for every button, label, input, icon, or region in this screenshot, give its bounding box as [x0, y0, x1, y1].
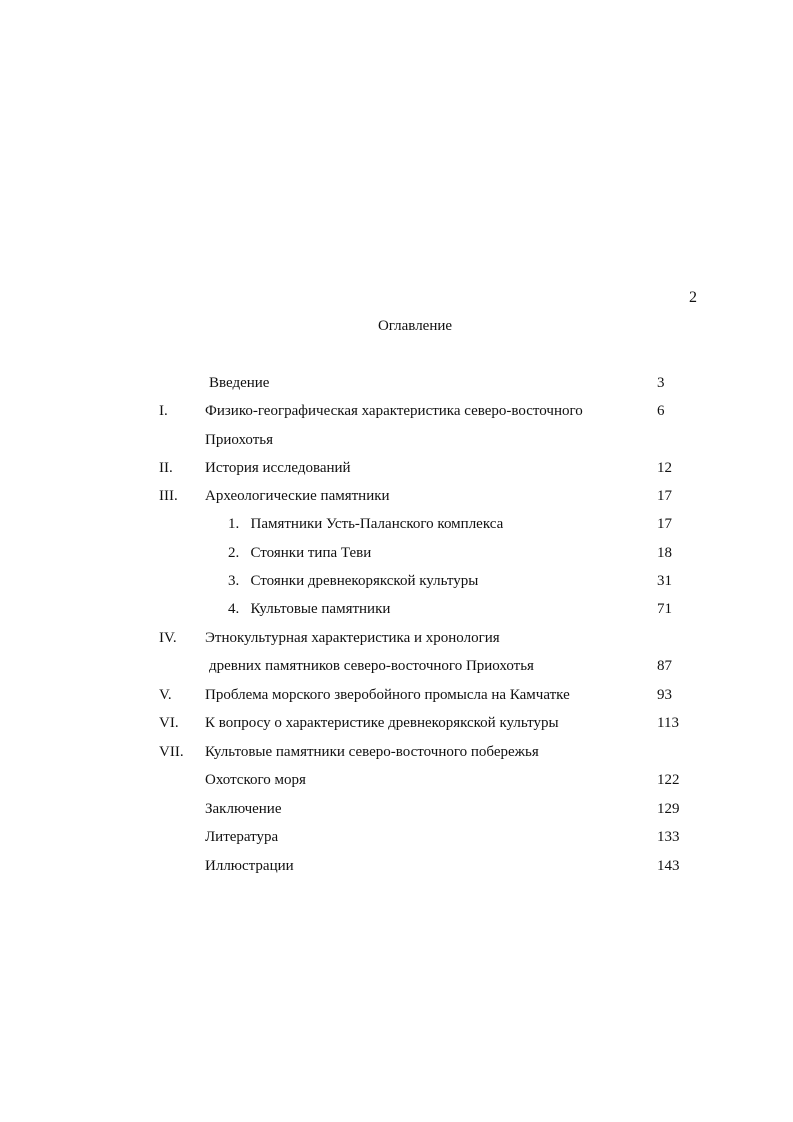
toc-entry-page: 17 [657, 516, 672, 532]
toc-entry-text: Этнокультурная характеристика и хронология [205, 630, 500, 646]
toc-entry-page: 6 [657, 403, 665, 419]
toc-entry [0, 658, 793, 680]
toc-entry [0, 573, 793, 595]
toc-entry-page: 71 [657, 601, 672, 617]
toc-entry-text: Литература [205, 829, 279, 845]
toc-entry-text: 4. Культовые памятники [228, 601, 391, 617]
toc-entry [0, 403, 793, 425]
toc-entry-page: 3 [657, 375, 665, 391]
toc-entry [0, 858, 793, 880]
toc-entry-text: Проблема морского зверобойного промысла на Камчатке [205, 687, 570, 703]
toc-entry [0, 630, 793, 652]
toc-entry-text: Охотского моря [205, 772, 306, 788]
toc-entry [0, 829, 793, 851]
toc-entry-number: IV. [159, 630, 177, 646]
toc-entry-text: Культовые памятники северо-восточного побережья [205, 744, 539, 760]
toc-entry-text: Введение [209, 375, 270, 391]
toc-entry-text: 1. Памятники Усть-Паланского комплекса [228, 516, 504, 532]
toc-entry-number: VI. [159, 715, 179, 731]
toc-entry-page: 133 [657, 829, 680, 845]
toc-entry-text: древних памятников северо-восточного Приохотья [209, 658, 534, 674]
toc-entry-text: 2. Стоянки типа Теви [228, 545, 372, 561]
toc-entry [0, 516, 793, 538]
toc-entry-page: 87 [657, 658, 672, 674]
toc-entry-page: 12 [657, 460, 672, 476]
toc-entry-page: 31 [657, 573, 672, 589]
toc-entry-text: Археологические памятники [205, 488, 390, 504]
toc-entry-page: 113 [657, 715, 679, 731]
toc-entry-page: 129 [657, 801, 680, 817]
toc-entry-text: Физико-географическая характеристика северо-восточного [205, 403, 583, 419]
page-title: Оглавление [377, 318, 453, 334]
toc-entry-text: Иллюстрации [205, 858, 294, 874]
toc-entry [0, 460, 793, 482]
toc-entry-page: 93 [657, 687, 672, 703]
toc-entry-text: История исследований [205, 460, 351, 476]
toc-entry [0, 375, 793, 397]
toc-entry [0, 432, 793, 454]
toc-entry-page: 18 [657, 545, 672, 561]
toc-entry [0, 744, 793, 766]
toc-entry-number: VII. [159, 744, 184, 760]
toc-entry [0, 801, 793, 823]
page-number: 2 [689, 289, 697, 306]
toc-entry [0, 601, 793, 623]
toc-entry-text: К вопросу о характеристике древнекорякской культуры [205, 715, 559, 731]
toc-entry-number: I. [159, 403, 168, 419]
toc-entry-page: 143 [657, 858, 680, 874]
toc-entry [0, 715, 793, 737]
toc-entry-number: II. [159, 460, 173, 476]
toc-entry-number: V. [159, 687, 172, 703]
toc-entry [0, 545, 793, 567]
toc-entry-text: Заключение [205, 801, 282, 817]
toc-entry [0, 772, 793, 794]
toc-entry-number: III. [159, 488, 178, 504]
toc-entry [0, 488, 793, 510]
toc-entry [0, 687, 793, 709]
toc-entry-text: Приохотья [205, 432, 274, 448]
toc-entry-page: 17 [657, 488, 672, 504]
toc-entry-page: 122 [657, 772, 680, 788]
toc-entry-text: 3. Стоянки древнекорякской культуры [228, 573, 479, 589]
